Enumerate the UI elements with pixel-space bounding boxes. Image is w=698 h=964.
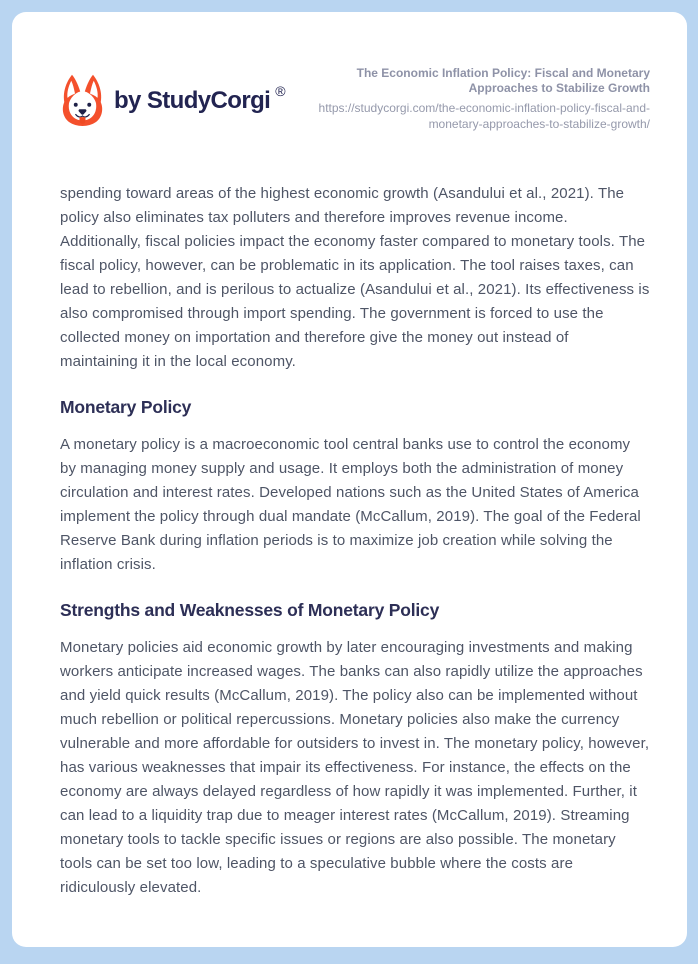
document-meta (298, 66, 650, 132)
brand-name: by StudyCorgi (114, 87, 271, 114)
section-heading-strengths-weaknesses: Strengths and Weaknesses of Monetary Policy (60, 600, 440, 620)
corgi-logo-icon (60, 73, 105, 129)
document-header (60, 66, 650, 132)
registered-trademark-icon: ® (275, 83, 286, 99)
paragraph-strengths-weaknesses: Monetary policies aid economic growth by later encouraging investments and making workers anticipate increased wages. The banks can also rapidly utilize the approaches and yield quick results (McCallum, 2019). The policy also can be implemented without much rebellion or political repercussions. Monetary policies also make the currency vulnerable and more affordable for outsiders to invest in. The monetary policy, however, has various weaknesses that impair its effectiveness. For instance, the effects on the economy are always delayed regardless of how rapidly it was implemented. Further, it can lead to a liquidity trap due to meager interest rates (McCallum, 2019). Streaming monetary tools to tackle specific issues or regions are also possible. The monetary tools can be set too low, leading to a speculative bubble where the costs are ridiculously elevated. (60, 639, 650, 896)
document-card (12, 12, 687, 947)
paragraph-monetary-policy: A monetary policy is a macroeconomic tool central banks use to control the economy by managing money supply and usage. It employs both the administration of money circulation and interest rates. Developed nations such as the United States of America implement the policy through dual mandate (McCallum, 2019). The goal of the Federal Reserve Bank during inflation periods is to maximize job creation while solving the inflation crisis. (60, 436, 641, 573)
paragraph-fiscal-policy-continued: spending toward areas of the highest economic growth (Asandului et al., 2021). The policy also eliminates tax polluters and therefore improves revenue income. Additionally, fiscal policies impact the economy faster compared to monetary tools. The fiscal policy, however, can be problematic in its application. The tool raises taxes, can lead to rebellion, and is perilous to actualize (Asandului et al., 2021). Its effectiveness is also compromised through import spending. The government is forced to use the collected money on importation and therefore give the money out instead of maintaining it in the local economy. (60, 185, 650, 370)
source-url-link[interactable]: https://studycorgi.com/the-economic-inflation-policy-fiscal-and-monetary-approaches-to-stabilize-growth/ (318, 101, 650, 131)
section-heading-monetary-policy: Monetary Policy (60, 397, 192, 417)
document-title: The Economic Inflation Policy: Fiscal and Monetary Approaches to Stabilize Growth (356, 66, 650, 95)
brand-logo[interactable] (60, 73, 286, 129)
article-content (60, 182, 650, 900)
